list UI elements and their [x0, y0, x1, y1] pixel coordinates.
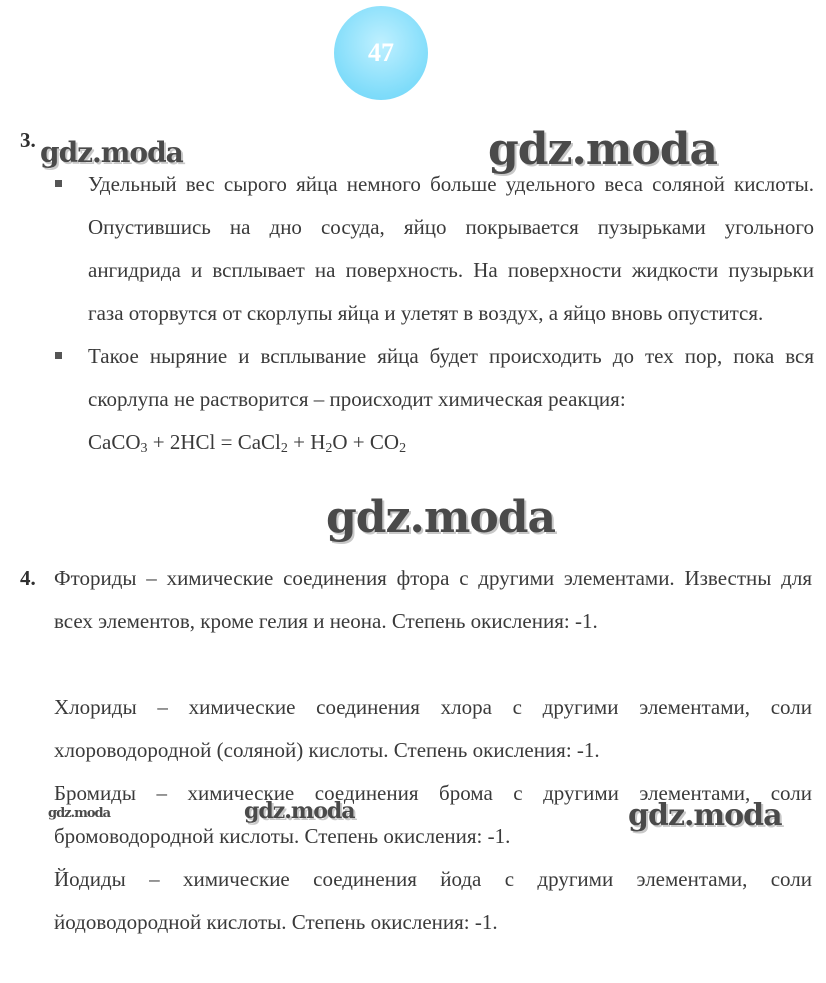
item-3-number: 3.: [20, 128, 36, 152]
bullet-text: Такое ныряние и всплывание яйца будет происходить до тех пор, пока вся скорлупа не растворится – происходит химическая реакция:: [88, 344, 814, 411]
item-4-number: 4.: [20, 566, 36, 590]
chemical-equation: CaCO$_3$ + 2HCl = CaCl$_2$ + $H_2O + CO_2$: [88, 430, 407, 456]
watermark: gdz.moda: [628, 798, 782, 833]
bullet-item: [54, 163, 814, 335]
paragraph-chlorides: Хлориды – химические соединения хлора с другими элементами, соли хлороводородной (соляной) кислоты. Степень окисления: -1.: [54, 695, 812, 762]
bullet-square-icon: [55, 180, 62, 187]
paragraph-fluorides: Фториды – химические соединения фтора с другими элементами. Известны для всех элементов, кроме гелия и неона. Степень окисления: -1.: [54, 566, 812, 633]
paragraph-iodides: Йодиды – химические соединения йода с другими элементами, соли йодоводородной кислоты. Степень окисления: -1.: [54, 867, 812, 934]
page-number: 47: [368, 38, 394, 67]
page-number-badge: [334, 6, 428, 100]
watermark: gdz.moda: [48, 806, 111, 821]
item-3-bullet-list: [54, 163, 814, 464]
watermark: gdz.moda: [488, 124, 718, 175]
paragraph-bromides: Бромиды – химические соединения брома с другими элементами, соли бромоводородной кислоты. Степень окисления: -1.: [54, 781, 812, 848]
bullet-item: [54, 335, 814, 464]
watermark: gdz.moda: [244, 798, 355, 824]
watermark: gdz.moda: [40, 136, 183, 169]
bullet-text: Удельный вес сырого яйца немного больше удельного веса соляной кислоты. Опустившись на дно сосуда, яйцо покрывается пузырьками угольного ангидрида и всплывает на поверхность. На поверхности жидкости пузырьки газа оторвутся от скорлупы яйца и улетят в воздух, а яйцо вновь опустится.: [88, 172, 814, 325]
bullet-square-icon: [55, 352, 62, 359]
watermark: gdz.moda: [326, 492, 556, 543]
